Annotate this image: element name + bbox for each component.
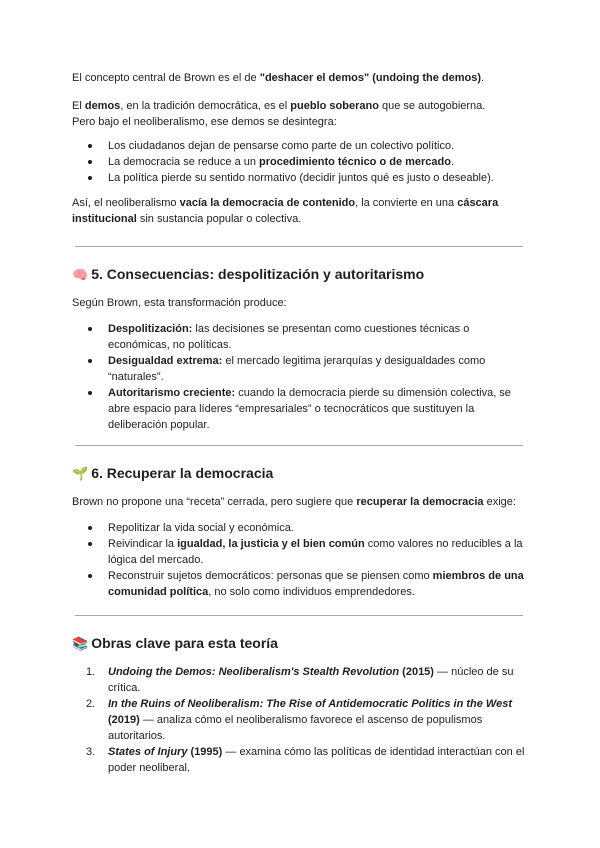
section-6-lead: Brown no propone una “receta” cerrada, pero sugiere que recuperar la democracia exige: <box>72 496 516 508</box>
section-6-heading: 🌱 6. Recuperar la democracia <box>72 465 274 482</box>
section-5-lead: Según Brown, esta transformación produce: <box>72 297 287 309</box>
list-item: 3. States of Injury (1995) — examina cómo las políticas de identidad interactúan con el poder neoliberal. <box>86 746 525 774</box>
list-item: 1. Undoing the Demos: Neoliberalism's Stealth Revolution (2015) — núcleo de su crítica. <box>86 666 514 694</box>
intro-paragraph-2: El demos, en la tradición democrática, es el pueblo soberano que se autogobierna. Pero bajo el neoliberalismo, ese demos se desintegra: <box>72 100 486 128</box>
works-list <box>72 664 528 776</box>
section-5-list <box>72 321 528 433</box>
section-5-heading: 🧠 5. Consecuencias: despolitización y autoritarismo <box>72 266 425 283</box>
list-item: Despolitización: las decisiones se presentan como cuestiones técnicas o económicas, no políticas. <box>72 321 528 353</box>
section-divider <box>75 246 523 247</box>
intro-bullet-list <box>72 138 528 186</box>
list-item: 2. In the Ruins of Neoliberalism: The Rise of Antidemocratic Politics in the West (2019) — analiza cómo el neoliberalismo favorece el ascenso de populismos autoritarios. <box>86 698 513 742</box>
list-item: Los ciudadanos dejan de pensarse como parte de un colectivo político. <box>72 138 528 154</box>
books-icon: 📚 <box>72 637 89 652</box>
intro-paragraph-3: Así, el neoliberalismo vacía la democracia de contenido, la convierte en una cáscara institucional sin sustancia popular o colectiva. <box>72 197 499 225</box>
intro-paragraph-1: El concepto central de Brown es el de "deshacer el demos" (undoing the demos). <box>72 72 485 84</box>
list-item: Desigualdad extrema: el mercado legitima jerarquías y desigualdades como “naturales”. <box>72 353 528 385</box>
section-divider <box>75 445 523 446</box>
brain-icon: 🧠 <box>72 268 89 283</box>
list-item: Autoritarismo creciente: cuando la democracia pierde su dimensión colectiva, se abre espacio para líderes “empresariales” o tecnocráticos que sustituyen la deliberación popular. <box>72 385 528 433</box>
list-item: La política pierde su sentido normativo (decidir juntos qué es justo o deseable). <box>72 170 528 186</box>
list-item: Reconstruir sujetos democráticos: personas que se piensen como miembros de una comunidad política, no solo como individuos emprendedores. <box>72 568 528 600</box>
list-item: Reivindicar la igualdad, la justicia y el bien común como valores no reducibles a la lógica del mercado. <box>72 536 528 568</box>
section-6-list <box>72 520 528 600</box>
works-heading: 📚 Obras clave para esta teoría <box>72 635 278 652</box>
list-item: La democracia se reduce a un procedimiento técnico o de mercado. <box>72 154 528 170</box>
list-item: Repolitizar la vida social y económica. <box>72 520 528 536</box>
seedling-icon: 🌱 <box>72 467 89 482</box>
section-divider <box>75 615 523 616</box>
